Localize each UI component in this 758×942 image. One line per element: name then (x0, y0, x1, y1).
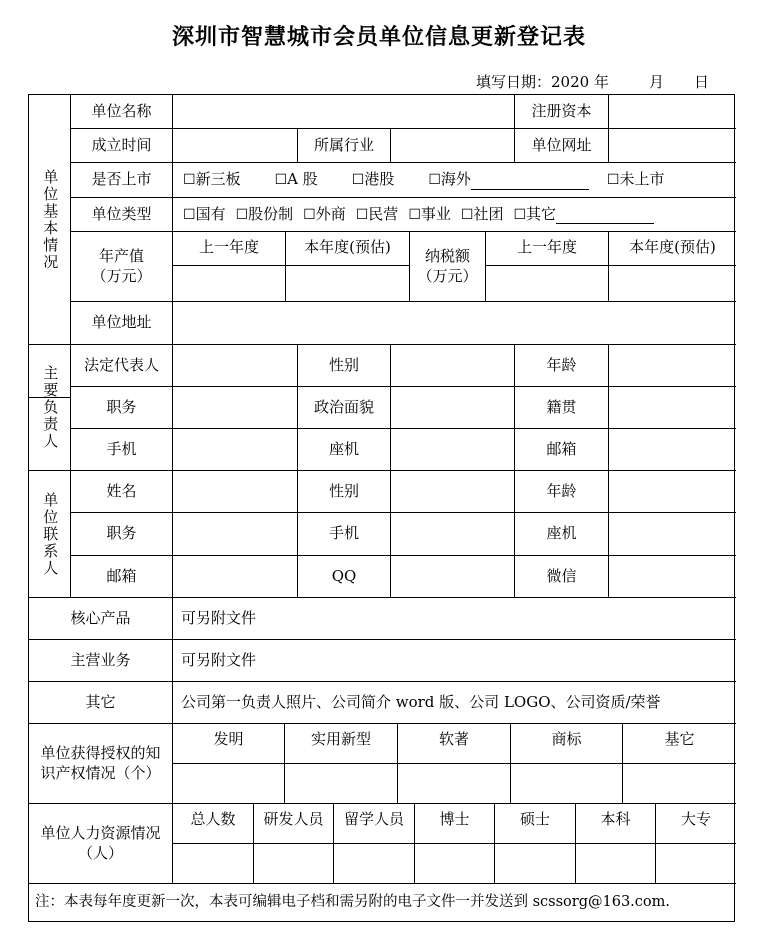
annual-output-label: 年产值 （万元） (71, 232, 173, 302)
industry-field[interactable] (391, 129, 515, 163)
contact-qq-field[interactable] (391, 556, 515, 598)
ip-col-utility: 实用新型 (285, 724, 398, 764)
leader-native-field[interactable] (609, 387, 736, 429)
output-last-year-header: 上一年度 (173, 232, 286, 266)
section-contact (29, 471, 71, 598)
registered-capital-field[interactable] (609, 95, 736, 129)
contact-age-label: 年龄 (515, 471, 609, 513)
listed-option-hk[interactable]: ☐港股 (351, 170, 395, 189)
ip-col-other: 基它 (623, 724, 736, 764)
leader-mobile-field[interactable] (173, 429, 298, 471)
tax-this-year-field[interactable] (609, 266, 736, 302)
tax-label: 纳税额 （万元） (410, 232, 486, 302)
hr-phd-field[interactable] (415, 844, 495, 884)
contact-position-field[interactable] (173, 513, 298, 556)
leader-age-label: 年龄 (515, 345, 609, 387)
leader-gender-label: 性别 (298, 345, 391, 387)
main-business-label: 主营业务 (29, 640, 173, 682)
section-leader (29, 345, 71, 471)
hr-total-field[interactable] (173, 844, 254, 884)
unit-name-label: 单位名称 (71, 95, 173, 129)
section-leader-label: 主要负责人 (41, 365, 60, 450)
listed-option-neeq[interactable]: ☐新三板 (183, 170, 241, 189)
leader-age-field[interactable] (609, 345, 736, 387)
type-option-private[interactable]: ☐民营 (355, 204, 399, 223)
contact-wechat-label: 微信 (515, 556, 609, 598)
founded-field[interactable] (173, 129, 298, 163)
website-label: 单位网址 (515, 129, 609, 163)
output-this-year-field[interactable] (286, 266, 410, 302)
leader-position-field[interactable] (173, 387, 298, 429)
section-basic (29, 95, 71, 345)
output-this-year-header: 本年度(预估) (286, 232, 410, 266)
hr-college-field[interactable] (656, 844, 736, 884)
main-business-field[interactable]: 可另附文件 (173, 640, 736, 682)
fill-date-day: 日 (693, 73, 709, 91)
contact-gender-field[interactable] (391, 471, 515, 513)
ip-invention-field[interactable] (173, 764, 285, 804)
contact-name-field[interactable] (173, 471, 298, 513)
core-product-label: 核心产品 (29, 598, 173, 640)
hr-col-total: 总人数 (173, 804, 254, 844)
hr-col-rd: 研发人员 (254, 804, 334, 844)
leader-gender-field[interactable] (391, 345, 515, 387)
contact-name-label: 姓名 (71, 471, 173, 513)
hr-label: 单位人力资源情况（人） (29, 804, 173, 884)
hr-rd-field[interactable] (254, 844, 334, 884)
hr-col-bachelor: 本科 (576, 804, 656, 844)
hr-col-phd: 博士 (415, 804, 495, 844)
form-title: 深圳市智慧城市会员单位信息更新登记表 (171, 25, 586, 50)
registration-form-table (28, 94, 735, 922)
contact-position-label: 职务 (71, 513, 173, 556)
listed-option-overseas[interactable]: ☐海外 (428, 170, 589, 190)
ip-trademark-field[interactable] (511, 764, 623, 804)
contact-mobile-field[interactable] (391, 513, 515, 556)
contact-age-field[interactable] (609, 471, 736, 513)
tax-this-year-header: 本年度(预估) (609, 232, 736, 266)
contact-gender-label: 性别 (298, 471, 391, 513)
hr-col-college: 大专 (656, 804, 736, 844)
address-field[interactable] (173, 302, 736, 345)
contact-email-field[interactable] (173, 556, 298, 598)
leader-landline-label: 座机 (298, 429, 391, 471)
ip-col-invention: 发明 (173, 724, 285, 764)
leader-email-label: 邮箱 (515, 429, 609, 471)
legal-rep-label: 法定代表人 (71, 345, 173, 387)
hr-col-overseas: 留学人员 (334, 804, 415, 844)
contact-qq-label: QQ (298, 556, 391, 598)
hr-col-master: 硕士 (495, 804, 576, 844)
listed-label: 是否上市 (71, 163, 173, 198)
type-option-joint-stock[interactable]: ☐股份制 (235, 204, 294, 223)
contact-landline-field[interactable] (609, 513, 736, 556)
ip-other-field[interactable] (623, 764, 736, 804)
ip-software-field[interactable] (398, 764, 511, 804)
type-option-public-institution[interactable]: ☐事业 (408, 204, 451, 223)
section-contact-label: 单位联系人 (41, 491, 60, 577)
legal-rep-field[interactable] (173, 345, 298, 387)
footer-note: 注：本表每年度更新一次，本表可编辑电子档和需另附的电子文件一并发送到 scssorg@163.com. (35, 894, 670, 911)
listed-option-unlisted[interactable]: ☐未上市 (606, 170, 665, 189)
listed-options (173, 163, 736, 198)
type-option-state[interactable]: ☐国有 (183, 204, 226, 223)
hr-overseas-field[interactable] (334, 844, 415, 884)
fill-date-label: 填写日期：2020 年 (476, 73, 609, 91)
overseas-blank[interactable] (471, 173, 589, 190)
contact-wechat-field[interactable] (609, 556, 736, 598)
ip-label: 单位获得授权的知识产权情况（个） (29, 724, 173, 804)
leader-political-label: 政治面貌 (298, 387, 391, 429)
type-option-foreign[interactable]: ☐外商 (303, 204, 346, 223)
leader-email-field[interactable] (609, 429, 736, 471)
fill-date (476, 71, 709, 92)
contact-mobile-label: 手机 (298, 513, 391, 556)
leader-mobile-label: 手机 (71, 429, 173, 471)
leader-native-label: 籍贯 (515, 387, 609, 429)
hr-bachelor-field[interactable] (576, 844, 656, 884)
leader-political-field[interactable] (391, 387, 515, 429)
core-product-field[interactable]: 可另附文件 (173, 598, 736, 640)
fill-date-month: 月 (648, 73, 664, 91)
unit-type-label: 单位类型 (71, 198, 173, 232)
tax-last-year-field[interactable] (486, 266, 609, 302)
leader-landline-field[interactable] (391, 429, 515, 471)
website-field[interactable] (609, 129, 736, 163)
other-field[interactable]: 公司第一负责人照片、公司简介 word 版、公司 LOGO、公司资质/荣誉 (173, 682, 736, 724)
contact-email-label: 邮箱 (71, 556, 173, 598)
founded-label: 成立时间 (71, 129, 173, 163)
leader-position-label: 职务 (71, 387, 173, 429)
industry-label: 所属行业 (298, 129, 391, 163)
unit-name-field[interactable] (173, 95, 515, 129)
type-other-blank[interactable] (556, 207, 654, 224)
section-basic-label: 单位基本情况 (41, 168, 60, 271)
output-last-year-field[interactable] (173, 266, 286, 302)
ip-col-trademark: 商标 (511, 724, 623, 764)
type-option-association[interactable]: ☐社团 (460, 204, 504, 223)
address-label: 单位地址 (71, 302, 173, 345)
registered-capital-label: 注册资本 (515, 95, 609, 129)
other-label: 其它 (29, 682, 173, 724)
ip-col-software: 软著 (398, 724, 511, 764)
contact-landline-label: 座机 (515, 513, 609, 556)
ip-utility-field[interactable] (285, 764, 398, 804)
unit-type-options (173, 198, 736, 232)
tax-last-year-header: 上一年度 (486, 232, 609, 266)
type-option-other[interactable]: ☐其它 (513, 205, 654, 225)
hr-master-field[interactable] (495, 844, 576, 884)
listed-option-a-share[interactable]: ☐A 股 (274, 170, 318, 189)
